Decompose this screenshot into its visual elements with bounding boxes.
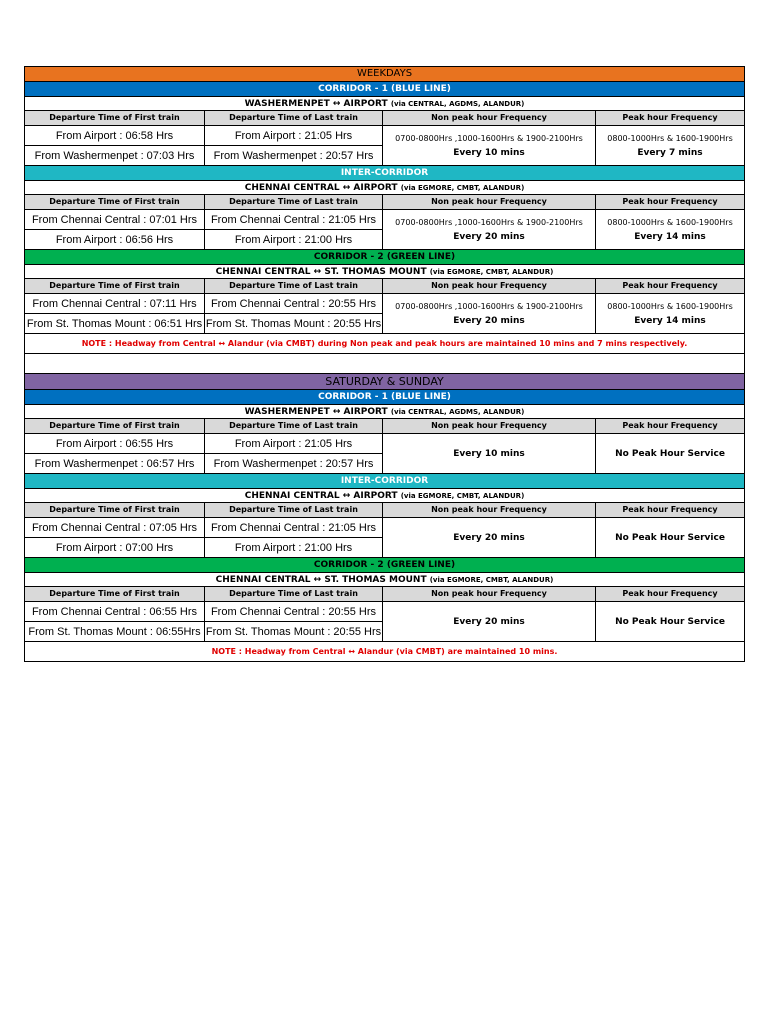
timing-row [25, 518, 745, 538]
route-row [25, 405, 745, 419]
note-text: : Headway from Central ↔ Alandur (via CMBT) are maintained 10 mins. [236, 647, 558, 656]
header-peak: Peak hour Frequency [596, 195, 745, 210]
peak-hours: 0800-1000Hrs & 1600-1900Hrs [607, 217, 733, 227]
last-train-cell: From Washermenpet : 20:57 Hrs [205, 146, 383, 166]
nonpeak-frequency-cell [383, 602, 596, 642]
peak-frequency: Every 14 mins [634, 231, 706, 242]
route-via: (via CENTRAL, AGDMS, ALANDUR) [390, 99, 525, 108]
header-last-train: Departure Time of Last train [205, 111, 383, 126]
timing-row [25, 126, 745, 146]
peak-frequency-cell [596, 210, 745, 250]
header-last-train: Departure Time of Last train [205, 419, 383, 434]
route-title [25, 265, 745, 279]
section-band-row [25, 390, 745, 405]
first-train-cell: From Airport : 06:58 Hrs [25, 126, 205, 146]
nonpeak-frequency: Every 20 mins [453, 315, 525, 326]
peak-frequency: No Peak Hour Service [615, 532, 725, 543]
route-row [25, 181, 745, 195]
first-train-cell: From St. Thomas Mount : 06:55Hrs [25, 622, 205, 642]
first-train-cell: From Washermenpet : 07:03 Hrs [25, 146, 205, 166]
first-train-cell: From Airport : 06:56 Hrs [25, 230, 205, 250]
note-row [25, 642, 745, 662]
header-first-train: Departure Time of First train [25, 279, 205, 294]
route-title [25, 573, 745, 587]
peak-frequency-cell [596, 434, 745, 474]
first-train-cell: From Chennai Central : 07:05 Hrs [25, 518, 205, 538]
section-band-row [25, 474, 745, 489]
note-text: : Headway from Central ↔ Alandur (via CMBT) during Non peak and peak hours are maintained 10 mins and 7 mins respectively. [106, 339, 688, 348]
nonpeak-frequency: Every 20 mins [453, 616, 525, 627]
header-first-train: Departure Time of First train [25, 587, 205, 602]
header-last-train: Departure Time of Last train [205, 195, 383, 210]
header-first-train: Departure Time of First train [25, 195, 205, 210]
metro-timetable [24, 66, 744, 662]
route-row [25, 265, 745, 279]
header-last-train: Departure Time of Last train [205, 503, 383, 518]
route-name: CHENNAI CENTRAL ↔ AIRPORT [244, 490, 398, 501]
header-nonpeak: Non peak hour Frequency [383, 111, 596, 126]
route-title [25, 181, 745, 195]
route-name: WASHERMENPET ↔ AIRPORT [244, 406, 388, 417]
header-last-train: Departure Time of Last train [205, 279, 383, 294]
route-row [25, 489, 745, 503]
nonpeak-frequency-cell [383, 518, 596, 558]
header-last-train: Departure Time of Last train [205, 587, 383, 602]
first-train-cell: From Washermenpet : 06:57 Hrs [25, 454, 205, 474]
nonpeak-frequency: Every 20 mins [453, 231, 525, 242]
route-via: (via CENTRAL, AGDMS, ALANDUR) [390, 407, 525, 416]
peak-frequency-cell [596, 602, 745, 642]
header-peak: Peak hour Frequency [596, 419, 745, 434]
route-row [25, 573, 745, 587]
peak-frequency: Every 7 mins [637, 147, 703, 158]
section-band-row [25, 558, 745, 573]
first-train-cell: From Chennai Central : 06:55 Hrs [25, 602, 205, 622]
peak-frequency: No Peak Hour Service [615, 448, 725, 459]
weekend-note [25, 642, 745, 662]
header-peak: Peak hour Frequency [596, 279, 745, 294]
header-first-train: Departure Time of First train [25, 419, 205, 434]
last-train-cell: From Airport : 21:05 Hrs [205, 126, 383, 146]
peak-frequency: Every 14 mins [634, 315, 706, 326]
section-band-row [25, 166, 745, 181]
column-header-row [25, 419, 745, 434]
route-name: CHENNAI CENTRAL ↔ ST. THOMAS MOUNT [215, 574, 427, 585]
last-train-cell: From Chennai Central : 20:55 Hrs [205, 602, 383, 622]
section-band-row [25, 82, 745, 97]
timing-row [25, 434, 745, 454]
weekdays-title-row [25, 67, 745, 82]
nonpeak-frequency: Every 10 mins [453, 448, 525, 459]
timing-row [25, 602, 745, 622]
section-band-blue: CORRIDOR - 1 (BLUE LINE) [25, 390, 745, 405]
last-train-cell: From Airport : 21:00 Hrs [205, 230, 383, 250]
weekdays-title: WEEKDAYS [25, 67, 745, 82]
last-train-cell: From Airport : 21:05 Hrs [205, 434, 383, 454]
peak-frequency: No Peak Hour Service [615, 616, 725, 627]
column-header-row [25, 503, 745, 518]
section-band-green: CORRIDOR - 2 (GREEN LINE) [25, 558, 745, 573]
nonpeak-frequency-cell [383, 434, 596, 474]
nonpeak-hours: 0700-0800Hrs ,1000-1600Hrs & 1900-2100Hrs [395, 301, 583, 311]
section-band-blue: CORRIDOR - 1 (BLUE LINE) [25, 82, 745, 97]
header-nonpeak: Non peak hour Frequency [383, 503, 596, 518]
last-train-cell: From St. Thomas Mount : 20:55 Hrs [205, 314, 383, 334]
peak-hours: 0800-1000Hrs & 1600-1900Hrs [607, 133, 733, 143]
route-via: (via EGMORE, CMBT, ALANDUR) [400, 183, 525, 192]
column-header-row [25, 195, 745, 210]
nonpeak-frequency-cell [383, 294, 596, 334]
spacer-row [25, 354, 745, 374]
header-nonpeak: Non peak hour Frequency [383, 419, 596, 434]
nonpeak-frequency-cell [383, 210, 596, 250]
route-via: (via EGMORE, CMBT, ALANDUR) [429, 267, 554, 276]
last-train-cell: From Airport : 21:00 Hrs [205, 538, 383, 558]
note-label: NOTE [211, 647, 237, 656]
section-band-row [25, 250, 745, 265]
note-label: NOTE [81, 339, 107, 348]
route-name: CHENNAI CENTRAL ↔ ST. THOMAS MOUNT [215, 266, 427, 277]
first-train-cell: From Chennai Central : 07:01 Hrs [25, 210, 205, 230]
route-row [25, 97, 745, 111]
timing-row [25, 294, 745, 314]
weekend-title: SATURDAY & SUNDAY [25, 374, 745, 390]
route-title [25, 97, 745, 111]
route-via: (via EGMORE, CMBT, ALANDUR) [400, 491, 525, 500]
last-train-cell: From Chennai Central : 21:05 Hrs [205, 518, 383, 538]
note-row [25, 334, 745, 354]
last-train-cell: From Chennai Central : 20:55 Hrs [205, 294, 383, 314]
last-train-cell: From Washermenpet : 20:57 Hrs [205, 454, 383, 474]
section-band-green: CORRIDOR - 2 (GREEN LINE) [25, 250, 745, 265]
route-name: CHENNAI CENTRAL ↔ AIRPORT [244, 182, 398, 193]
peak-frequency-cell [596, 518, 745, 558]
last-train-cell: From St. Thomas Mount : 20:55 Hrs [205, 622, 383, 642]
column-header-row [25, 279, 745, 294]
header-nonpeak: Non peak hour Frequency [383, 195, 596, 210]
header-first-train: Departure Time of First train [25, 503, 205, 518]
column-header-row [25, 587, 745, 602]
nonpeak-hours: 0700-0800Hrs ,1000-1600Hrs & 1900-2100Hrs [395, 217, 583, 227]
nonpeak-hours: 0700-0800Hrs ,1000-1600Hrs & 1900-2100Hrs [395, 133, 583, 143]
last-train-cell: From Chennai Central : 21:05 Hrs [205, 210, 383, 230]
header-nonpeak: Non peak hour Frequency [383, 587, 596, 602]
nonpeak-frequency: Every 10 mins [453, 147, 525, 158]
column-header-row [25, 111, 745, 126]
first-train-cell: From Chennai Central : 07:11 Hrs [25, 294, 205, 314]
section-band-inter: INTER-CORRIDOR [25, 166, 745, 181]
weekday-note [25, 334, 745, 354]
nonpeak-frequency-cell [383, 126, 596, 166]
route-via: (via EGMORE, CMBT, ALANDUR) [429, 575, 554, 584]
timetable-grid [24, 66, 745, 662]
route-name: WASHERMENPET ↔ AIRPORT [244, 98, 388, 109]
header-peak: Peak hour Frequency [596, 587, 745, 602]
header-peak: Peak hour Frequency [596, 503, 745, 518]
route-title [25, 489, 745, 503]
header-nonpeak: Non peak hour Frequency [383, 279, 596, 294]
nonpeak-frequency: Every 20 mins [453, 532, 525, 543]
section-band-inter: INTER-CORRIDOR [25, 474, 745, 489]
route-title [25, 405, 745, 419]
header-first-train: Departure Time of First train [25, 111, 205, 126]
header-peak: Peak hour Frequency [596, 111, 745, 126]
spacer-cell [25, 354, 745, 374]
timing-row [25, 210, 745, 230]
first-train-cell: From Airport : 06:55 Hrs [25, 434, 205, 454]
first-train-cell: From Airport : 07:00 Hrs [25, 538, 205, 558]
peak-frequency-cell [596, 294, 745, 334]
peak-hours: 0800-1000Hrs & 1600-1900Hrs [607, 301, 733, 311]
peak-frequency-cell [596, 126, 745, 166]
first-train-cell: From St. Thomas Mount : 06:51 Hrs [25, 314, 205, 334]
weekend-title-row [25, 374, 745, 390]
